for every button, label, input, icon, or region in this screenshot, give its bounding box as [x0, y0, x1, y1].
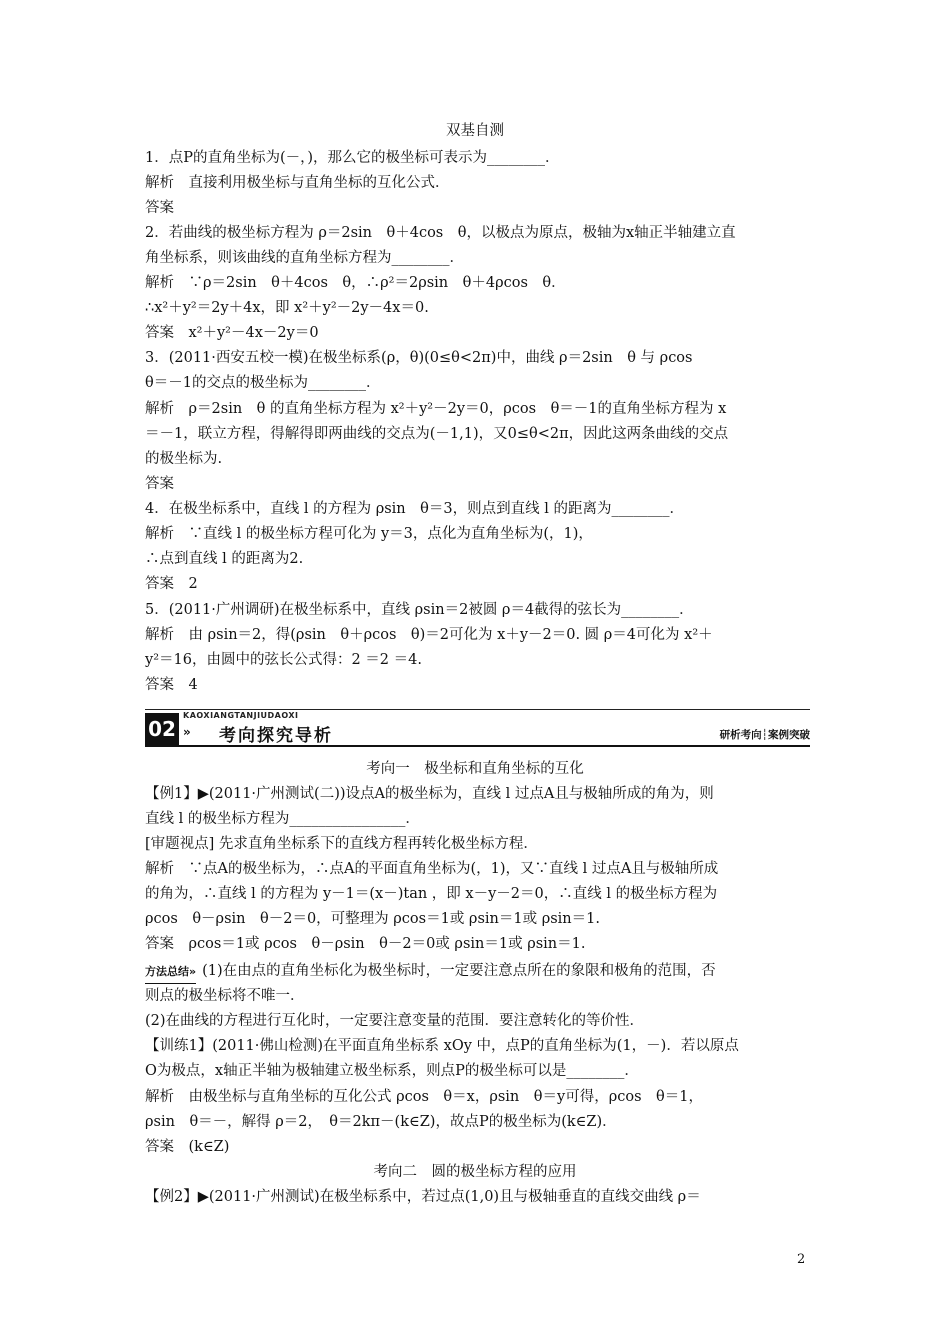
- text-line: 2．若曲线的极坐标方程为 ρ＝2sin θ＋4cos θ，以极点为原点，极轴为x轴正半轴建立直: [145, 225, 736, 241]
- text-line: 答案: [145, 476, 174, 492]
- banner-top-rule: [145, 709, 810, 710]
- text-line: 则点的极坐标将不唯一．: [145, 988, 305, 1004]
- text-line: 答案: [145, 200, 174, 216]
- text-line: 解析 由 ρsin＝2，得(ρsin θ＋ρcos θ)＝2可化为 x＋y－2＝0. 圆 ρ＝4可化为 x²＋: [145, 627, 713, 643]
- text-line: 答案 4: [145, 677, 198, 693]
- text-line: 【例1】▶(2011·广州测试(二))设点A的极坐标为，直线 l 过点A且与极轴所成的角为，则: [145, 786, 714, 802]
- text-line: 答案 (k∈Z): [145, 1139, 230, 1155]
- text-line: 解析 ∵直线 l 的极坐标方程可化为 y＝3，点化为直角坐标为(，1)，: [145, 526, 593, 542]
- banner-subtitle: 研析考向┆案例突破: [719, 729, 810, 741]
- text-line: (1)在由点的直角坐标化为极坐标时，一定要注意点所在的象限和极角的范围，否: [202, 963, 716, 979]
- page-number: 2: [797, 1252, 806, 1267]
- text-line: θ＝－1的交点的极坐标为________．: [145, 375, 381, 391]
- text-line: ∴x²＋y²＝2y＋4x，即 x²＋y²－2y－4x＝0.: [145, 300, 429, 316]
- text-line: 解析 ∵点A的极坐标为，∴点A的平面直角坐标为(，1)，又∵直线 l 过点A且与极轴所成: [145, 861, 719, 877]
- text-line: 答案 ρcos＝1或 ρcos θ－ρsin θ－2＝0或 ρsin＝1或 ρsin＝1.: [145, 936, 586, 952]
- text-line: 【例2】▶(2011·广州测试)在极坐标系中，若过点(1,0)且与极轴垂直的直线交曲线 ρ＝: [145, 1189, 701, 1205]
- text-line: O为极点，x轴正半轴为极轴建立极坐标系，则点P的极坐标可以是________．: [145, 1063, 639, 1079]
- text-line: 【训练1】(2011·佛山检测)在平面直角坐标系 xOy 中，点P的直角坐标为(1，－)．若以原点: [145, 1038, 739, 1054]
- heading-1: 考向一 极坐标和直角坐标的互化: [366, 761, 584, 777]
- chevron-icon: »: [183, 725, 191, 739]
- text-line: 4．在极坐标系中，直线 l 的方程为 ρsin θ＝3，则点到直线 l 的距离为________．: [145, 501, 684, 517]
- section-title: 双基自测: [446, 123, 504, 139]
- text-line: (2)在曲线的方程进行互化时，一定要注意变量的范围．要注意转化的等价性．: [145, 1013, 645, 1029]
- method-summary: [145, 960, 810, 984]
- banner-pinyin: KAOXIANGTANJIUDAOXI: [183, 711, 299, 720]
- text-line: 1．点P的直角坐标为(－，)，那么它的极坐标可表示为________．: [145, 150, 560, 166]
- banner-title: 考向探究导析: [219, 726, 333, 746]
- text-line: 解析 ∵ρ＝2sin θ＋4cos θ，∴ρ²＝2ρsin θ＋4ρcos θ．: [145, 275, 566, 291]
- section-banner: [145, 705, 810, 747]
- text-line: 答案 2: [145, 576, 198, 592]
- text-line: 的角为，∴直线 l 的方程为 y－1＝(x－)tan ，即 x－y－2＝0，∴直线 l 的极坐标方程为: [145, 886, 718, 902]
- text-line: 答案 x²＋y²－4x－2y＝0: [145, 325, 319, 341]
- text-line: 解析 由极坐标与直角坐标的互化公式 ρcos θ＝x，ρsin θ＝y可得，ρcos θ＝1，: [145, 1089, 703, 1105]
- text-line: 5．(2011·广州调研)在极坐标系中，直线 ρsin＝2被圆 ρ＝4截得的弦长为________．: [145, 602, 694, 618]
- text-line: 解析 ρ＝2sin θ 的直角坐标方程为 x²＋y²－2y＝0，ρcos θ＝－1的直角坐标方程为 x: [145, 401, 727, 417]
- text-line: 直线 l 的极坐标方程为________________．: [145, 811, 420, 827]
- text-line: [审题视点] 先求直角坐标系下的直线方程再转化极坐标方程．: [145, 836, 538, 852]
- banner-number: 02: [145, 713, 179, 745]
- method-summary-label: 方法总结»: [145, 961, 196, 984]
- text-line: 的极坐标为.: [145, 451, 223, 467]
- text-line: ＝－1，联立方程，得解得即两曲线的交点为(－1,1)，又0≤θ<2π，因此这两条曲线的交点: [145, 426, 729, 442]
- text-line: 3．(2011·西安五校一模)在极坐标系(ρ，θ)(0≤θ<2π)中，曲线 ρ＝2sin θ 与 ρcos: [145, 350, 693, 366]
- text-line: y²＝16，由圆中的弦长公式得：2 ＝2 ＝4.: [145, 652, 422, 668]
- text-line: ρcos θ－ρsin θ－2＝0，可整理为 ρcos＝1或 ρsin＝1或 ρsin＝1.: [145, 911, 600, 927]
- text-line: 角坐标系，则该曲线的直角坐标方程为________．: [145, 250, 464, 266]
- text-line: ∴点到直线 l 的距离为2.: [145, 551, 304, 567]
- text-line: 解析 直接利用极坐标与直角坐标的互化公式．: [145, 175, 450, 191]
- heading-2: 考向二 圆的极坐标方程的应用: [373, 1164, 577, 1180]
- text-line: ρsin θ＝－，解得 ρ＝2， θ＝2kπ－(k∈Z)，故点P的极坐标为(k∈Z)．: [145, 1114, 617, 1130]
- banner-bottom-rule: [145, 745, 810, 747]
